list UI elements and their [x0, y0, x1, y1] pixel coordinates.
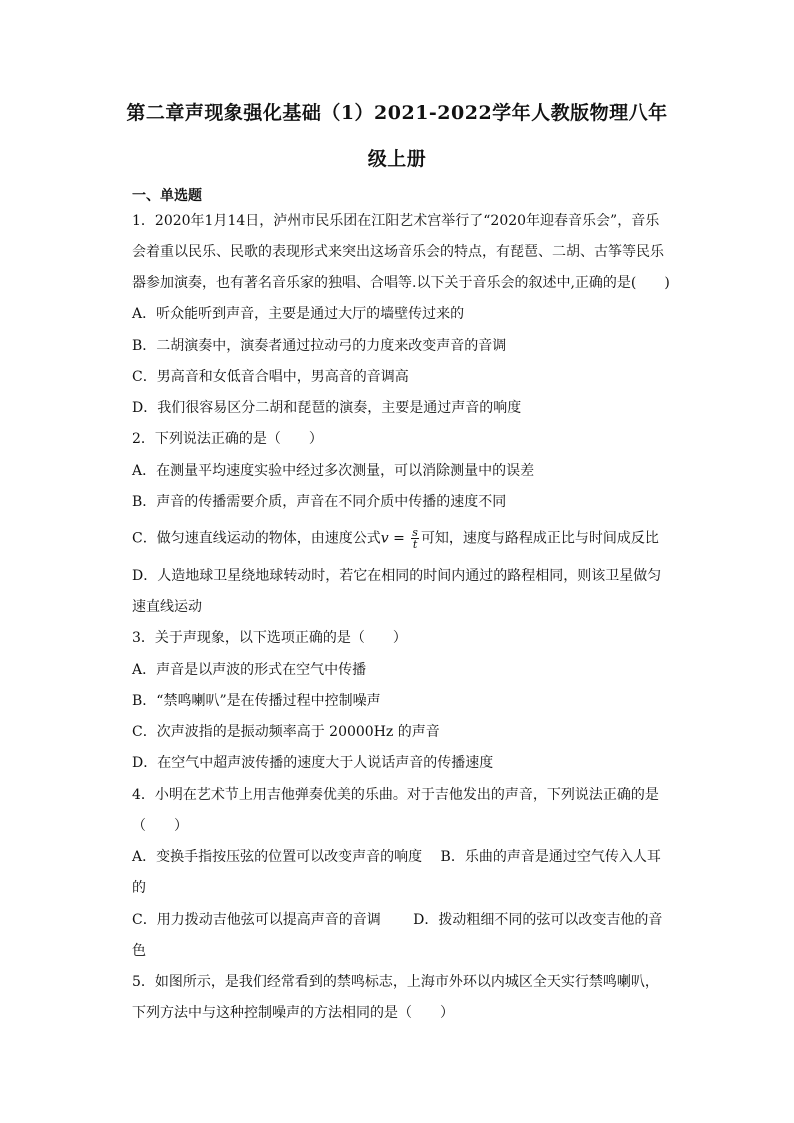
document-title-line-2: 级上册	[367, 148, 427, 170]
q3-option-a: A．声音是以声波的形式在空气中传播	[132, 662, 367, 678]
q2-option-d-line-2: 速直线运动	[132, 599, 202, 615]
q3-option-c: C．次声波指的是振动频率高于 20000Hz 的声音	[132, 724, 440, 740]
q2-option-c	[132, 527, 672, 550]
q2-option-d-line-1: D．人造地球卫星绕地球转动时，若它在相同的时间内通过的路程相同，则该卫星做匀	[132, 568, 662, 584]
q5-stem-line-1: 5．如图所示，是我们经常看到的禁鸣标志，上海市外环以内城区全天实行禁鸣喇叭，	[132, 974, 659, 990]
formula-velocity-symbol: v	[380, 530, 389, 547]
formula-fraction	[411, 527, 419, 550]
q2-option-c-suffix: 可知，速度与路程成正比与时间成反比	[420, 530, 659, 547]
q4-stem-line-1: 4．小明在艺术节上用吉他弹奏优美的乐曲。对于吉他发出的声音，下列说法正确的是	[132, 787, 659, 803]
q2-stem: 2．下列说法正确的是（ ）	[132, 431, 323, 447]
q4-options-cd-line-1: C．用力拨动吉他弦可以提高声音的音调 D．拨动粗细不同的弦可以改变吉他的音	[132, 912, 663, 928]
q3-stem: 3．关于声现象，以下选项正确的是（ ）	[132, 630, 407, 646]
q1-stem-line-1: 1．2020年1月14日，泸州市民乐团在江阳艺术宫举行了“2020年迎春音乐会”，音乐	[132, 213, 660, 229]
q4-options-ab-line-2: 的	[132, 880, 146, 896]
formula-denominator: t	[412, 538, 418, 551]
q1-option-c: C．男高音和女低音合唱中，男高音的音调高	[132, 369, 409, 385]
q2-option-a: A．在测量平均速度实验中经过多次测量，可以消除测量中的误差	[132, 463, 535, 479]
section-heading: 一、单选题	[132, 188, 202, 204]
q1-option-a: A．听众能听到声音，主要是通过大厅的墙壁传过来的	[132, 306, 465, 322]
document-title-line-1: 第二章声现象强化基础（1）2021-2022学年人教版物理八年	[126, 102, 668, 124]
q1-option-d: D．我们很容易区分二胡和琵琶的演奏，主要是通过声音的响度	[132, 400, 522, 416]
q3-option-d: D．在空气中超声波传播的速度大于人说话声音的传播速度	[132, 755, 494, 771]
q4-options-ab-line-1: A．变换手指按压弦的位置可以改变声音的响度 B．乐曲的声音是通过空气传入人耳	[132, 849, 661, 865]
q4-stem-line-2: （ ）	[132, 818, 188, 834]
formula-equals: =	[388, 530, 410, 547]
q2-option-b: B．声音的传播需要介质，声音在不同介质中传播的速度不同	[132, 494, 507, 510]
q4-options-cd-line-2: 色	[132, 943, 146, 959]
q1-stem-line-2: 会着重以民乐、民歌的表现形式来突出这场音乐会的特点，有琵琶、二胡、古筝等民乐	[132, 244, 664, 260]
q3-option-b: B．“禁鸣喇叭”是在传播过程中控制噪声	[132, 693, 381, 709]
q5-stem-line-2: 下列方法中与这种控制噪声的方法相同的是（ ）	[132, 1005, 454, 1021]
q2-option-c-prefix: C．做匀速直线运动的物体，由速度公式	[132, 530, 381, 547]
formula-numerator: s	[412, 526, 418, 539]
q1-option-b: B．二胡演奏中，演奏者通过拉动弓的力度来改变声音的音调	[132, 338, 507, 354]
q1-stem-line-3: 器参加演奏，也有著名音乐家的独唱、合唱等.以下关于音乐会的叙述中,正确的是( )	[132, 275, 670, 291]
